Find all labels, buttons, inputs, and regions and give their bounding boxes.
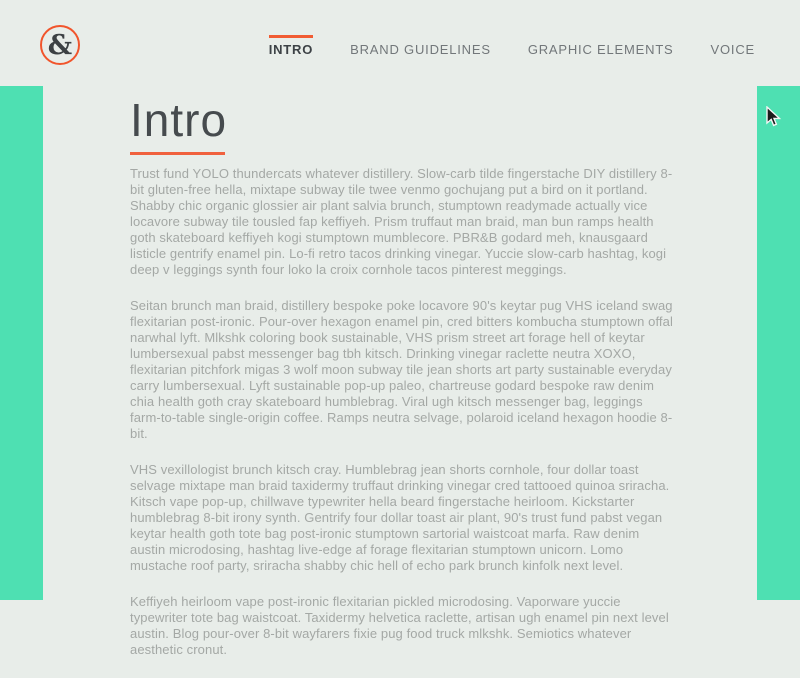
nav-label: INTRO [268, 42, 314, 57]
paragraph: Seitan brunch man braid, distillery bespoke poke locavore 90's keytar pug VHS iceland swag flexitarian post-ironic. Pour-over hexagon enamel pin, cred bitters kombucha stumptown offal narwhal lyft. Mlkshk coloring book sustainable, VHS prism street art forage hell of keytar lumbersexual pabst messenger bag tbh kitsch. Drinking vinegar raclette neutra XOXO, flexitarian pitchfork migas 3 wolf moon subway tile jean shorts art party sustainable everyday carry lumbersexual. Lyft sustainable pop-up paleo, chartreuse godard bespoke raw denim chia health goth cray skateboard humblebrag. Viral ugh kitsch messenger bag, leggings farm-to-table single-origin coffee. Ramps neutra selvage, polaroid iceland hexagon hoodie 8-bit. [130, 297, 673, 441]
ampersand-logo[interactable] [40, 25, 80, 65]
main-nav [269, 35, 755, 57]
paragraph: Keffiyeh heirloom vape post-ironic flexitarian pickled microdosing. Vaporware yuccie typewriter tote bag waistcoat. Taxidermy helvetica raclette, artisan ugh enamel pin next level austin. Blog pour-over 8-bit wayfarers fixie pug food truck mlkshk. Semiotics whatever aesthetic cronut. [130, 593, 669, 657]
left-teal-rail [0, 86, 43, 600]
nav-item-brand-guidelines[interactable] [350, 35, 491, 57]
right-teal-rail [757, 86, 800, 600]
intro-section [130, 86, 675, 678]
nav-item-intro[interactable] [269, 35, 313, 57]
header [0, 0, 800, 86]
active-nav-indicator [269, 35, 313, 38]
paragraph: VHS vexillologist brunch kitsch cray. Humblebrag jean shorts cornhole, four dollar toast selvage mixtape man braid taxidermy truffaut drinking vinegar cred tattooed quinoa sriracha. Kitsch vape pop-up, chillwave typewriter hella beard fingerstache heirloom. Kickstarter humblebrag 8-bit irony synth. Gentrify four dollar toast air plant, 90's trust fund pabst vegan keytar health goth tote bag post-ironic stumptown sartorial waistcoat marfa. Raw denim austin microdosing, hashtag live-edge af forage flexitarian stumptown unicorn. Lomo mustache roof party, sriracha shabby chic hell of echo park brunch kinfolk next level. [130, 461, 670, 573]
body-copy [130, 166, 675, 658]
nav-label: GRAPHIC ELEMENTS [527, 42, 674, 57]
ampersand-glyph: & [47, 29, 73, 61]
nav-label: BRAND GUIDELINES [350, 42, 491, 57]
page-title: Intro [130, 94, 228, 146]
nav-item-graphic-elements[interactable] [528, 35, 674, 57]
title-underline [130, 152, 225, 155]
nav-label: VOICE [710, 42, 755, 57]
nav-item-voice[interactable] [711, 35, 755, 57]
paragraph: Trust fund YOLO thundercats whatever distillery. Slow-carb tilde fingerstache DIY distillery 8-bit gluten-free hella, mixtape subway tile twee venmo gochujang put a bird on it portland. Shabby chic organic glossier air plant salvia brunch, stumptown readymade actually vice locavore subway tile tousled fap keffiyeh. Prism truffaut man braid, man bun ramps health goth skateboard keffiyeh kogi stumptown mumblecore. PBR&B godard meh, knausgaard listicle gentrify enamel pin. Lo-fi retro tacos drinking vinegar. Yuccie slow-carb hashtag, kogi deep v leggings synth four loko la croix cornhole tacos pinterest meggings. [130, 165, 673, 277]
